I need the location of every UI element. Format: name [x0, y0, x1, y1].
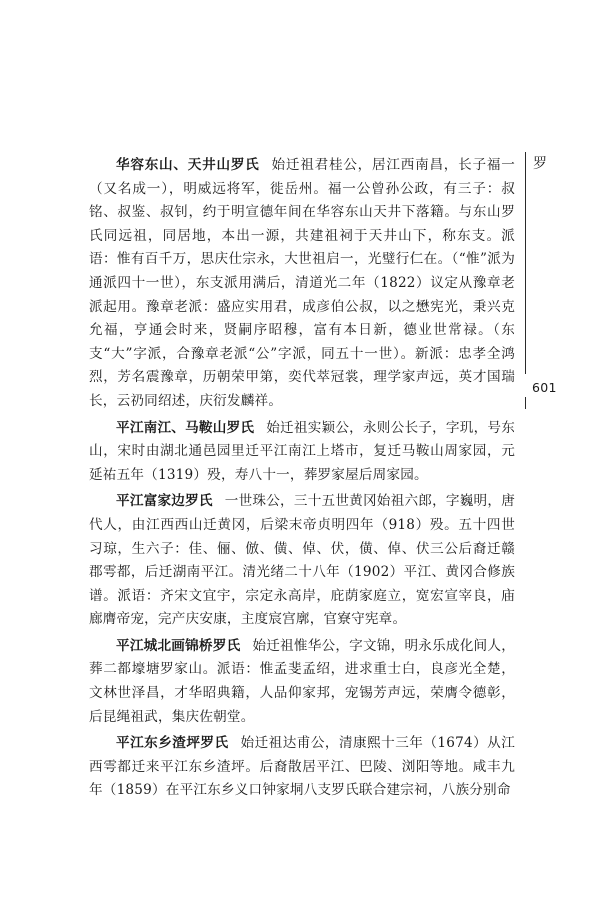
entry-body: 始迁祖惟华公，字文锦，明永乐成化间人，葬二都壕塘罗家山。派语：惟孟斐孟绍，进求重士白，良彦光全楚，文林世泽昌，才华昭典籍，人品仰家邦，宠锡芳声远，荣膺令德彰，后昆绳祖武，集庆佐朝堂。 — [89, 637, 515, 725]
entry-title: 平江富家边罗氏 — [116, 493, 213, 510]
page-number: 601 — [532, 380, 557, 395]
running-head: 罗 — [533, 156, 547, 172]
clan-entry — [89, 154, 515, 414]
entry-body: 始迁祖实颖公，永则公长子，字玑，号东山，宋时由湖北通邑园里迁平江南江上塔市，复迁马鞍山周家园，元延祐五年（1319）殁，寿八十一，葬罗家屋后周家园。 — [89, 419, 516, 483]
clan-entry — [89, 490, 515, 632]
entry-title: 平江南江、马鞍山罗氏 — [116, 419, 255, 436]
entry-title: 华容东山、天井山罗氏 — [116, 157, 260, 173]
margin-tick — [525, 397, 526, 409]
entry-body: 一世珠公，三十五世黄冈始祖六郎，字巍明，唐代人，由江西西山迁黄冈，后梁末帝贞明四年（918）殁。五十四世习琼，生六子：佳、俪、倣、僙、倬、伏，僙、倬、伏三公后裔迁赣郡雩都，后迁湖南平江。清光绪二十八年（1902）平江、黄冈合修族谱。派语：齐宋文宜宇，宗定永高岸，庇荫家庭立，宽宏宣宰良，庙廊膺帝宠，完产庆安康，主度宸宫廓，官寮守宪章。 — [89, 493, 515, 628]
clan-entry — [89, 635, 515, 729]
text-column — [89, 154, 515, 806]
clan-entry — [89, 732, 515, 803]
entry-title: 平江东乡渣坪罗氏 — [116, 735, 229, 752]
entry-body: 始迁祖君桂公，居江西南昌，长子福一（又名成一），明威远将军，徙岳州。福一公曾孙公政，有三子：叔铭、叔鉴、叔钊，约于明宣德年间在华容东山天井下落籍。与东山罗氏同远祖，同居地，本出一源，共建祖祠于天井山下，称东支。派语：惟有百千万，思庆仕宗永，大世祖启一，光璧行仁在。（“惟”派为通派四十一世），东支派用满后，清道光二年（1822）议定从豫章老派起用。豫章老派：盛应实用君，成彦伯公叔，以之懋宪光，秉兴克允福，亨通会时来，贤嗣序昭穆，富有本日新，德业世常禄。（东支“大”字派，合豫章老派“公”字派，同五十一世）。新派：忠孝全鸿烈，芳名震豫章，历朝荣甲第，奕代萃冠裳，理学家声远，英才国瑞长，云礽同绍述，庆衍发麟祥。 — [89, 157, 516, 409]
margin-rule — [525, 152, 526, 374]
clan-entry — [89, 417, 515, 488]
entry-title: 平江城北画锦桥罗氏 — [116, 637, 241, 654]
entry-body: 始迁祖达甫公，清康熙十三年（1674）从江西雩都迁来平江东乡渣坪。后裔散居平江、巴陵、浏阳等地。咸丰九年（1859）在平江东乡义口钟家垌八支罗氏联合建宗祠，八族分别命 — [89, 735, 515, 799]
